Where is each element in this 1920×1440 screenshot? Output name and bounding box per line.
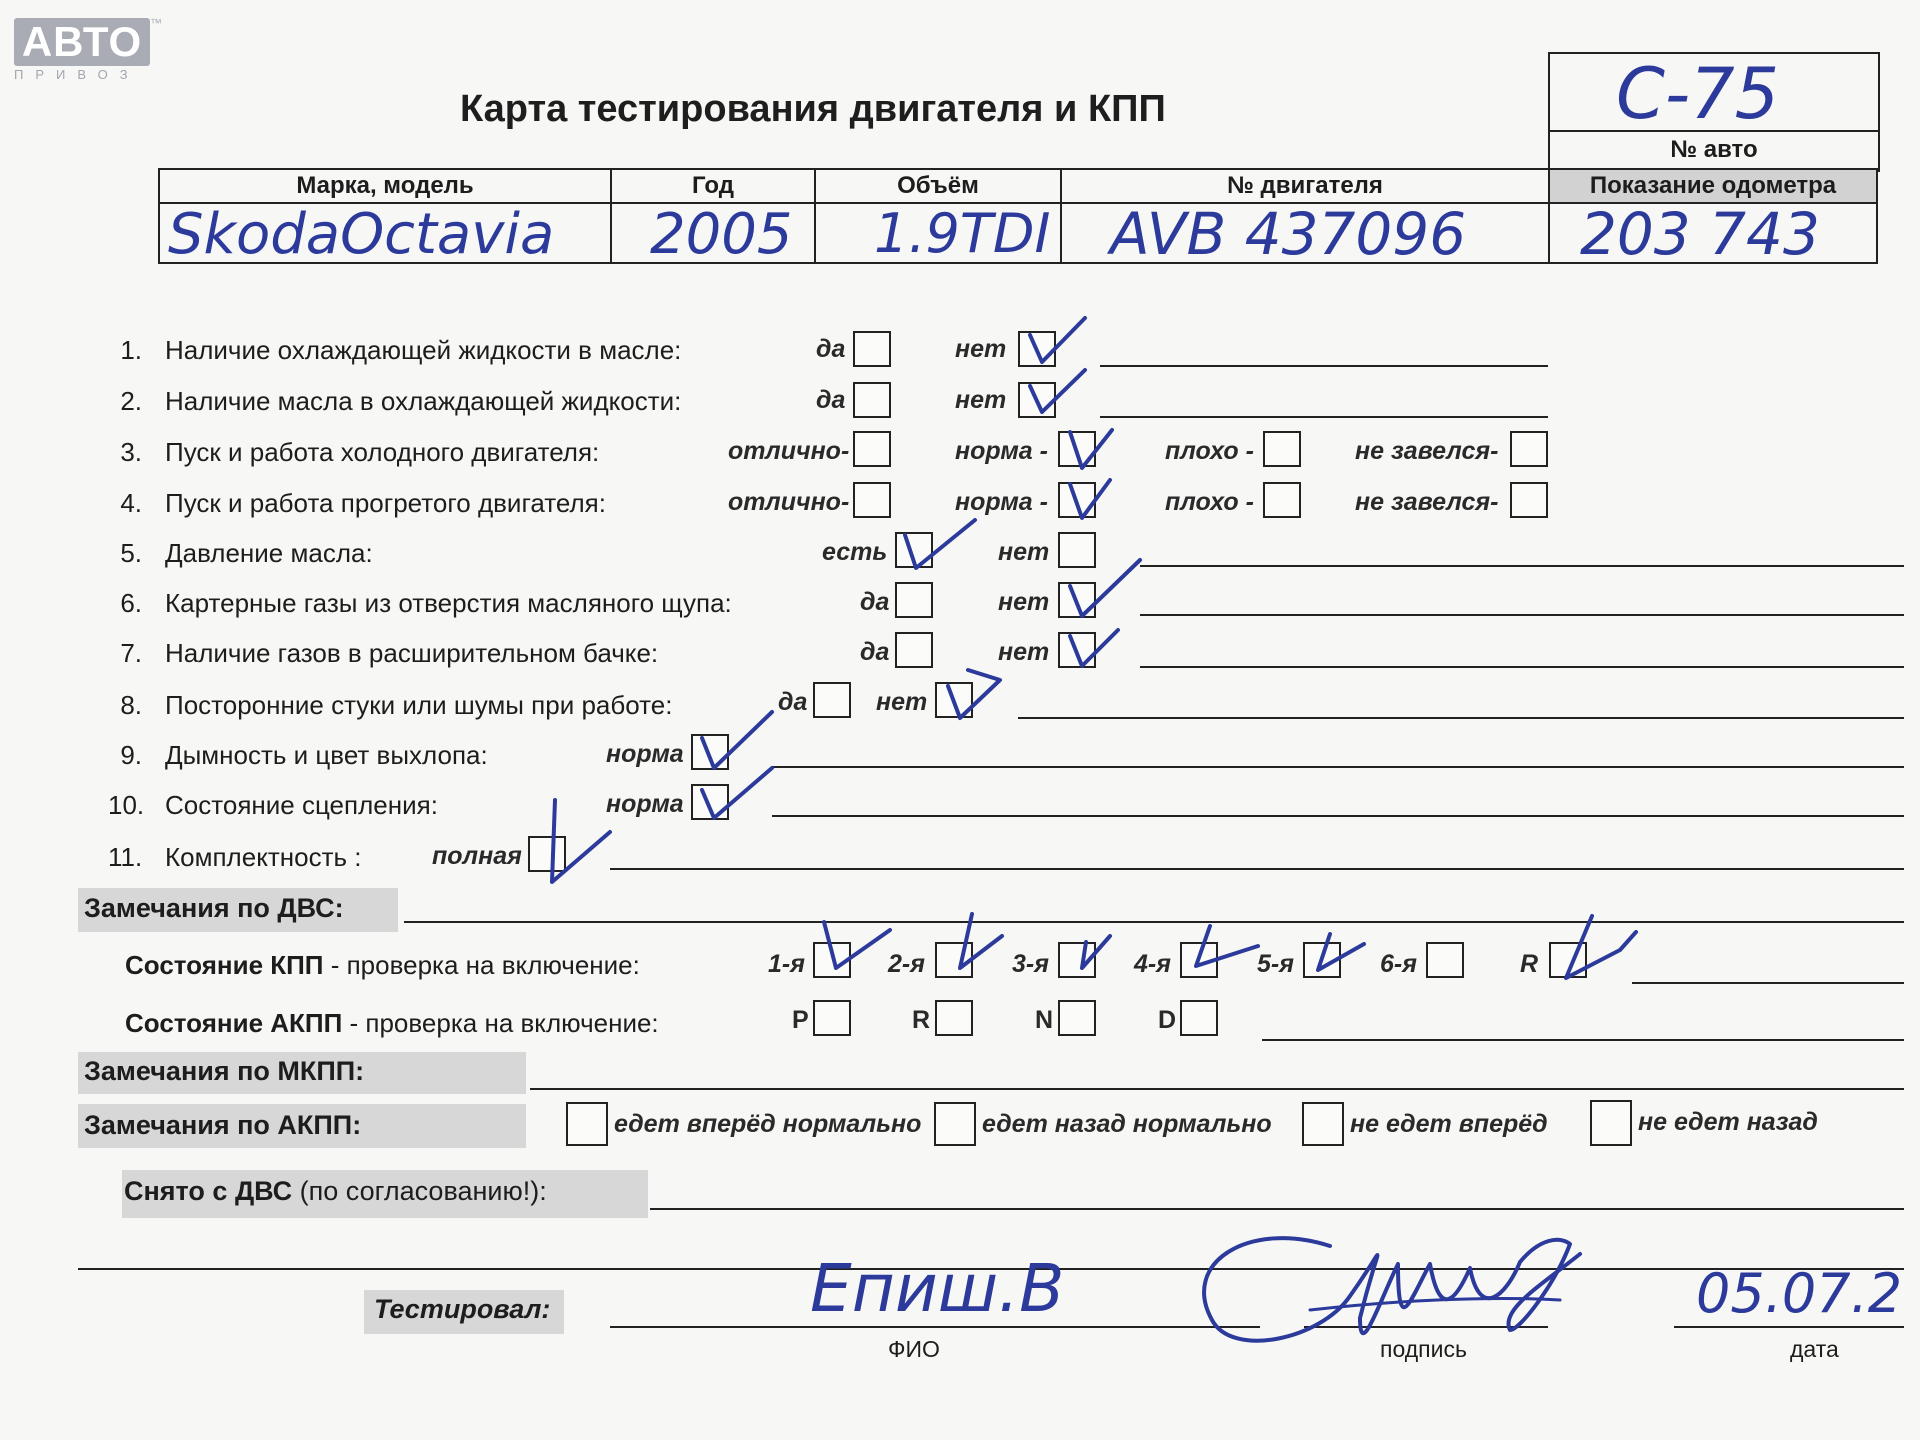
option-label: нет <box>955 335 1007 363</box>
gear-label: 6-я <box>1380 950 1417 978</box>
removed-label: Снято с ДВС (по согласованию!): <box>124 1176 547 1206</box>
item-number: 3. <box>120 437 142 467</box>
auto-number-value: С-75 <box>1616 53 1780 135</box>
kpp-label: Состояние КПП - проверка на включение: <box>125 950 640 980</box>
header-col-engine-no: № двигателя <box>1062 170 1550 202</box>
option-label: норма <box>606 740 684 768</box>
item-number: 10. <box>108 790 145 820</box>
akpp-check-label: не едет вперёд <box>1350 1110 1548 1138</box>
gear-label: 3-я <box>1012 950 1049 978</box>
option-label: норма <box>606 790 684 818</box>
value-odometer: 203 743 <box>1550 202 1876 264</box>
value-model: SkodaOctavia <box>160 202 612 264</box>
item-number: 9. <box>120 740 142 770</box>
value-volume: 1.9TDI <box>816 202 1062 264</box>
option-label: да <box>860 588 890 616</box>
check-mark-icon <box>824 922 890 968</box>
item-number: 11. <box>108 842 143 872</box>
gear-label: 5-я <box>1257 950 1294 978</box>
akpp-mode-label: R <box>912 1006 931 1034</box>
check-mark-icon <box>702 712 772 768</box>
logo-tm: ™ <box>150 16 162 30</box>
date-handwritten: 05.07.2 <box>1696 1262 1903 1325</box>
option-label: не завелся- <box>1355 488 1499 516</box>
gear-label: 2-я <box>888 950 925 978</box>
option-label: не завелся- <box>1355 437 1499 465</box>
item-number: 4. <box>120 488 142 518</box>
option-label: да <box>816 386 846 414</box>
akpp-check-label: едет назад нормально <box>982 1110 1272 1138</box>
option-label: норма - <box>955 488 1048 516</box>
check-mark-icon <box>960 914 1002 968</box>
signature-icon <box>1204 1238 1580 1341</box>
check-mark-icon <box>948 670 1000 718</box>
item-text: Комплектность : <box>165 842 362 872</box>
akpp-check-label: едет вперёд нормально <box>614 1110 922 1138</box>
option-label: да <box>860 638 890 666</box>
item-text: Дымность и цвет выхлопа: <box>165 740 488 770</box>
option-label: нет <box>876 688 928 716</box>
akpp-mode-label: P <box>792 1006 809 1034</box>
item-text: Давление масла: <box>165 538 373 568</box>
tested-label: Тестировал: <box>374 1294 551 1324</box>
option-label: да <box>778 688 808 716</box>
option-label: плохо - <box>1165 488 1254 516</box>
item-number: 7. <box>120 638 142 668</box>
signature-label: подпись <box>1380 1336 1467 1362</box>
check-mark-icon <box>1196 926 1258 966</box>
akpp-notes-label: Замечания по АКПП: <box>84 1110 362 1140</box>
date-label: дата <box>1790 1336 1839 1362</box>
option-label: есть <box>822 538 888 566</box>
option-label: отлично- <box>728 437 850 465</box>
item-text: Состояние сцепления: <box>165 790 438 820</box>
check-mark-icon <box>1070 560 1140 616</box>
akpp-label: Состояние АКПП - проверка на включение: <box>125 1008 659 1038</box>
gear-label: 1-я <box>768 950 805 978</box>
header-col-odometer: Показание одометра <box>1550 170 1876 202</box>
value-year: 2005 <box>612 202 816 264</box>
item-text: Посторонние стуки или шумы при работе: <box>165 690 673 720</box>
item-text: Наличие охлаждающей жидкости в масле: <box>165 335 682 365</box>
header-col-year: Год <box>612 170 816 202</box>
check-mark-icon <box>1082 936 1110 968</box>
gear-label: R <box>1520 950 1539 978</box>
check-mark-icon <box>1566 916 1636 978</box>
check-mark-icon <box>905 520 975 568</box>
item-text: Наличие газов в расширительном бачке: <box>165 638 659 668</box>
option-label: отлично- <box>728 488 850 516</box>
item-number: 8. <box>120 690 142 720</box>
check-mark-icon <box>552 800 610 882</box>
item-text: Картерные газы из отверстия масляного щупа: <box>165 588 732 618</box>
check-mark-icon <box>1070 430 1112 468</box>
akpp-mode-label: N <box>1035 1006 1054 1034</box>
item-text: Пуск и работа прогретого двигателя: <box>165 488 606 518</box>
item-number: 1. <box>120 335 142 365</box>
fio-handwritten: Епиш.В <box>810 1250 1065 1327</box>
akpp-check-label: не едет назад <box>1638 1108 1818 1136</box>
option-label: плохо - <box>1165 437 1254 465</box>
akpp-mode-label: D <box>1158 1006 1177 1034</box>
check-mark-icon <box>1070 630 1118 666</box>
option-label: полная <box>432 842 522 870</box>
value-engine-no: AVB 437096 <box>1062 202 1550 264</box>
check-mark-icon <box>702 768 772 818</box>
logo-subtitle: ПРИВОЗ <box>14 67 140 82</box>
gear-label: 4-я <box>1134 950 1171 978</box>
item-number: 5. <box>120 538 142 568</box>
option-label: нет <box>998 588 1050 616</box>
option-label: норма - <box>955 437 1048 465</box>
header-col-model: Марка, модель <box>160 170 612 202</box>
page-title: Карта тестирования двигателя и КПП <box>460 88 1166 130</box>
check-mark-icon <box>1070 480 1110 518</box>
item-text: Наличие масла в охлаждающей жидкости: <box>165 386 682 416</box>
fio-label: ФИО <box>888 1336 940 1362</box>
item-text: Пуск и работа холодного двигателя: <box>165 437 600 467</box>
check-mark-icon <box>1030 318 1085 362</box>
auto-number-label: № авто <box>1670 136 1758 163</box>
option-label: нет <box>998 538 1050 566</box>
header-col-volume: Объём <box>816 170 1062 202</box>
check-mark-icon <box>1030 370 1085 412</box>
dvs-notes-label: Замечания по ДВС: <box>84 893 344 923</box>
mkpp-notes-label: Замечания по МКПП: <box>84 1056 365 1086</box>
logo-text: АВТО <box>21 18 143 65</box>
item-number: 2. <box>120 386 142 416</box>
check-mark-icon <box>1318 934 1364 970</box>
option-label: нет <box>955 386 1007 414</box>
option-label: да <box>816 335 846 363</box>
item-number: 6. <box>120 588 142 618</box>
option-label: нет <box>998 638 1050 666</box>
